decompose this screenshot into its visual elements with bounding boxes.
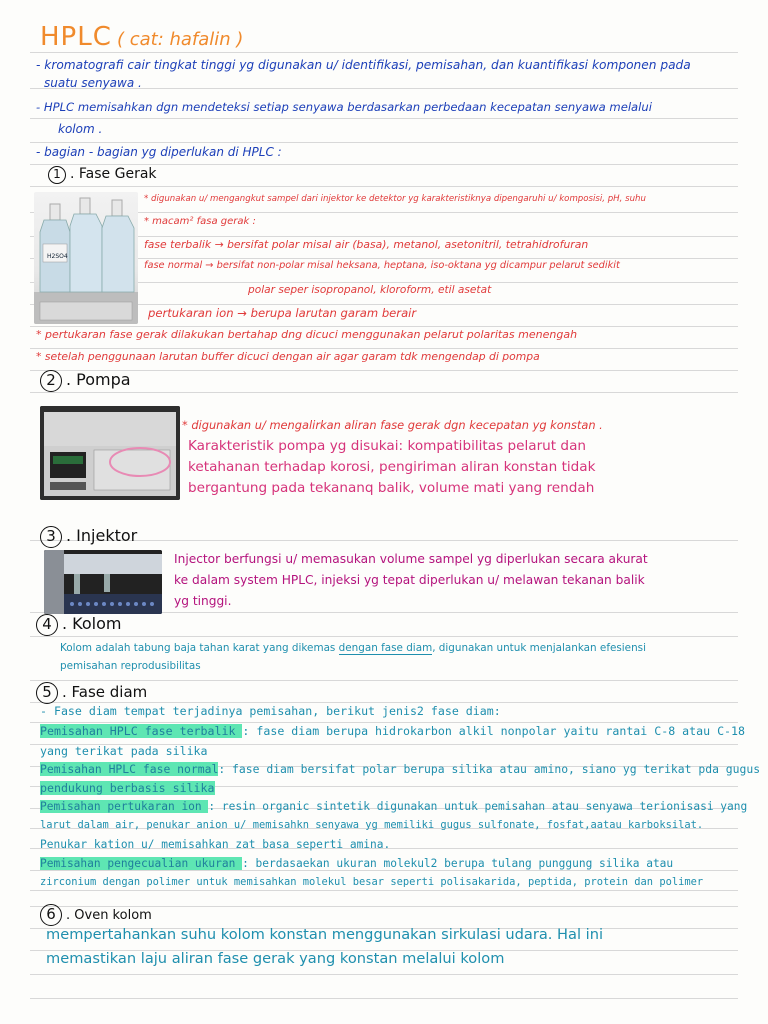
section-2-heading: [40, 370, 131, 392]
sec5-c-3: Penukar kation u/ memisahkan zat basa seperti amina.: [40, 838, 391, 851]
sec1-line-6: pertukaran ion → berupa larutan garam berair: [148, 306, 417, 320]
title-sub: ( cat: hafalin ): [116, 29, 244, 50]
sec5-a-highlight: Pemisahan HPLC fase terbalik: [40, 724, 243, 738]
sec6-typed-1: mempertahankan suhu kolom konstan menggunakan sirkulasi udara. Hal ini: [46, 926, 604, 943]
sec4-typed-1c: , digunakan untuk menjalankan efesiensi: [432, 642, 646, 654]
sec5-c: [40, 800, 747, 813]
sec4-typed-1a: Kolom adalah tabung baja tahan karat yang dikemas: [60, 642, 339, 654]
section-4-heading: [36, 614, 121, 636]
sec6-typed-2: memastikan laju aliran fase gerak yang konstan melalui kolom: [46, 950, 505, 967]
sec1-line-4: fase normal → bersifat non-polar misal heksana, heptana, iso-oktana yg dicampur pelarut sedikit: [144, 260, 620, 271]
sec5-b-2-wrap: [40, 781, 215, 795]
section-3-heading: [40, 526, 137, 548]
injector-illustration: [44, 550, 162, 614]
section-1-title: . Fase Gerak: [70, 166, 157, 182]
sec5-c-2: larut dalam air, penukar anion u/ memisahkn senyawa yg memiliki gugus sulfonate, fosfat,aatau karboksilat.: [40, 819, 704, 831]
section-6-heading: [40, 904, 152, 926]
sec4-typed-1b: dengan fase diam: [338, 642, 433, 654]
section-2-number: 2: [40, 370, 62, 392]
page-title: [40, 22, 243, 52]
mobile-phase-bottles-photo: [34, 192, 138, 324]
section-3-number: 3: [40, 526, 62, 548]
sec1-line-8: * setelah penggunaan larutan buffer dicuci dengan air agar garam tdk mengendap di pompa: [36, 350, 540, 363]
sec1-line-7: * pertukaran fase gerak dilakukan bertahap dng dicuci menggunakan pelarut polaritas menengah: [36, 328, 578, 341]
intro-line-3: - bagian - bagian yg diperlukan di HPLC :: [36, 145, 282, 159]
sec3-typed-3: yg tinggi.: [174, 594, 232, 608]
sec5-d: [40, 857, 673, 870]
section-3-title: . Injektor: [66, 526, 138, 545]
sec4-typed-1: [60, 642, 646, 654]
sec5-c-highlight: Pemisahan pertukaran ion: [40, 800, 209, 813]
injector-photo: [44, 550, 162, 614]
title-main: HPLC: [40, 22, 112, 52]
sec5-c-text: : resin organic sintetik digunakan untuk pemisahan atau senyawa terionisasi yang: [208, 800, 748, 813]
sec5-d-text: : berdasaekan ukuran molekul2 berupa tulang punggung silika atau: [242, 857, 674, 870]
sec1-line-2: * macam² fasa gerak :: [144, 216, 256, 227]
sec5-b-text: : fase diam bersifat polar berupa silika atau amino, siano yg terikat pda gugus: [218, 762, 761, 776]
pump-illustration: [40, 406, 180, 500]
section-5-title: . Fase diam: [62, 683, 148, 701]
sec2-line-1: * digunakan u/ mengalirkan aliran fase gerak dgn kecepatan yg konstan .: [182, 418, 603, 432]
sec3-typed-1: Injector berfungsi u/ memasukan volume sampel yg diperlukan secara akurat: [174, 552, 648, 566]
bottle-label: H2SO4: [47, 253, 68, 260]
intro-line-1a: - kromatografi cair tingkat tinggi yg digunakan u/ identifikasi, pemisahan, dan kuantifikasi komponen pada: [36, 58, 691, 72]
sec2-typed-2: ketahanan terhadap korosi, pengiriman aliran konstan tidak: [188, 459, 596, 475]
pump-photo: [40, 406, 180, 500]
sec1-line-3: fase terbalik → bersifat polar misal air (basa), metanol, asetonitril, tetrahidrofuran: [144, 238, 589, 251]
section-4-number: 4: [36, 614, 58, 636]
intro-line-2b: kolom .: [58, 122, 103, 136]
section-1-heading: [48, 166, 157, 184]
section-2-title: . Pompa: [66, 370, 131, 389]
sec5-a: [40, 724, 745, 738]
intro-line-1b: suatu senyawa .: [44, 76, 142, 90]
section-1-number: 1: [48, 166, 66, 184]
sec5-d-2: zirconium dengan polimer untuk memisahkan molekul besar seperti polisakarida, peptida, protein dan polimer: [40, 876, 704, 888]
sec5-a-text: : fase diam berupa hidrokarbon alkil nonpolar yaitu rantai C-8 atau C-18: [242, 724, 745, 738]
section-6-number: 6: [40, 904, 62, 926]
sec5-b-highlight: Pemisahan HPLC fase normal: [40, 762, 219, 776]
sec5-b-2: pendukung berbasis silika: [40, 781, 215, 795]
sec4-typed-2: pemisahan reprodusibilitas: [60, 660, 201, 672]
sec2-typed-1: Karakteristik pompa yg disukai: kompatibilitas pelarut dan: [188, 438, 587, 454]
section-6-title: . Oven kolom: [66, 908, 152, 923]
sec3-typed-2: ke dalam system HPLC, injeksi yg tepat diperlukan u/ melawan tekanan balik: [174, 573, 645, 587]
section-5-heading: [36, 682, 147, 704]
sec5-d-highlight: Pemisahan pengecualian ukuran: [40, 857, 243, 870]
sec1-line-1: * digunakan u/ mengangkut sampel dari injektor ke detektor yg karakteristiknya dipengaruhi u/ komposisi, pH, suhu: [144, 194, 646, 204]
sec5-b: [40, 762, 760, 776]
sec1-line-5: polar seper isopropanol, kloroform, etil asetat: [248, 284, 492, 296]
intro-line-2a: - HPLC memisahkan dgn mendeteksi setiap senyawa berdasarkan perbedaan kecepatan senyawa melalui: [36, 100, 652, 114]
sec2-typed-3: bergantung pada tekananq balik, volume mati yang rendah: [188, 480, 595, 496]
section-4-title: . Kolom: [62, 614, 122, 633]
sec5-a-2: yang terikat pada silika: [40, 744, 208, 758]
sec5-intro: - Fase diam tempat terjadinya pemisahan, berikut jenis2 fase diam:: [40, 704, 501, 718]
section-5-number: 5: [36, 682, 58, 704]
